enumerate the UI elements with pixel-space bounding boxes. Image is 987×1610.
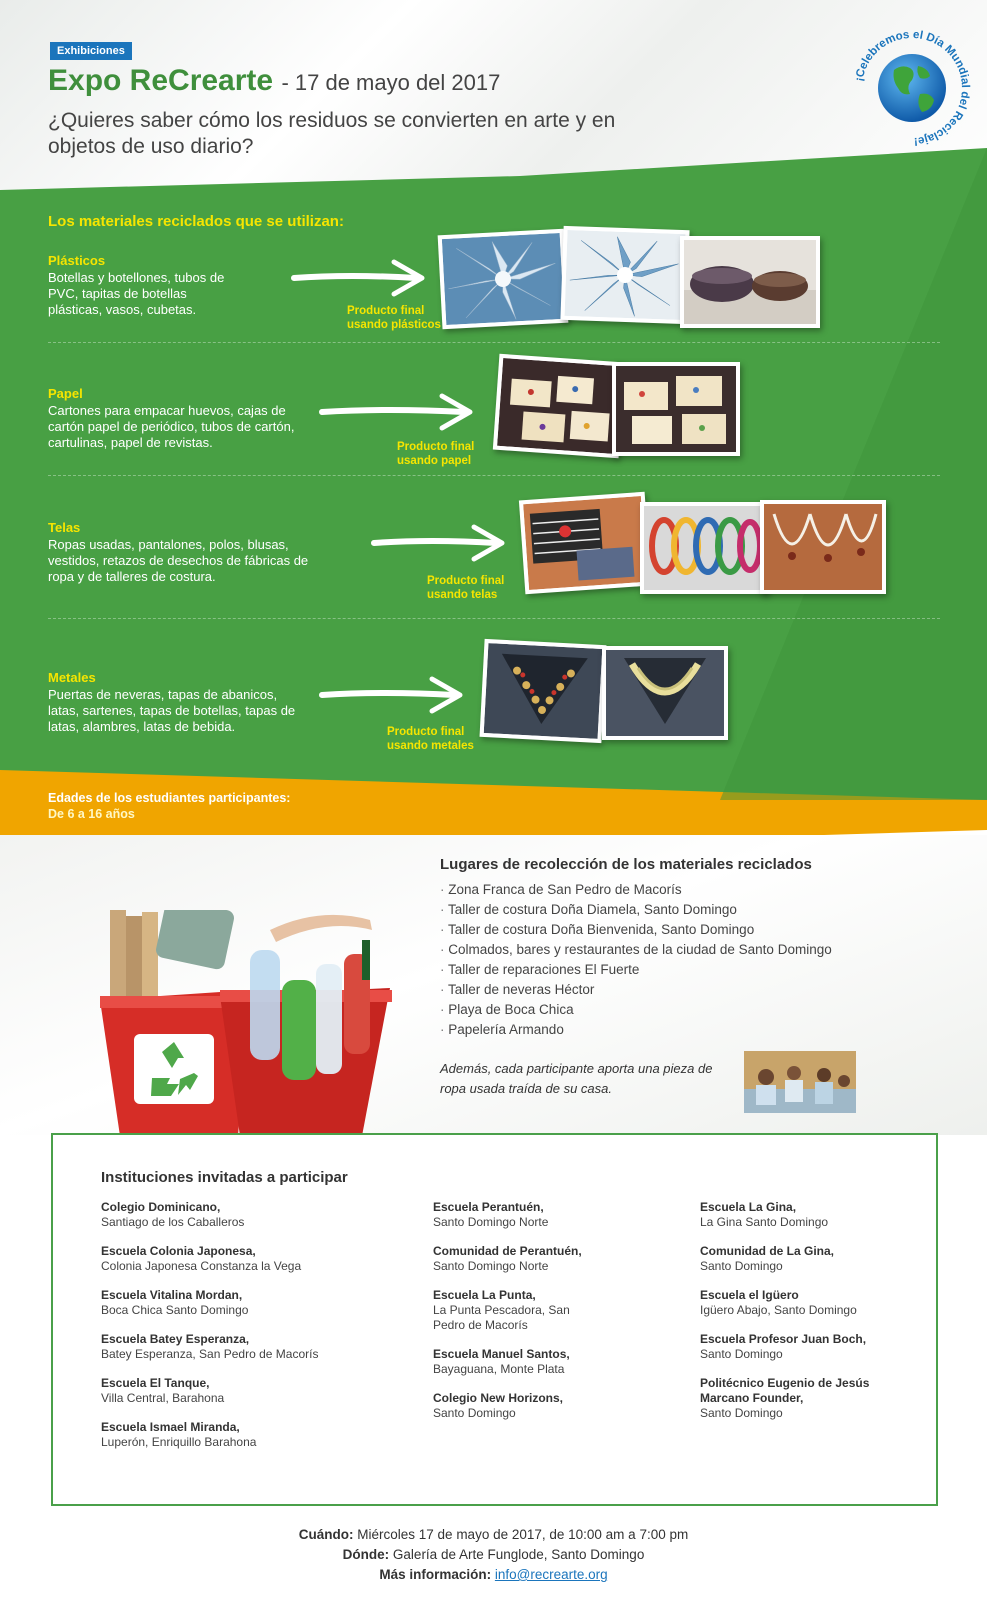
product-label: Producto final usando metales	[387, 726, 474, 752]
fabric-necklaces-image	[764, 504, 882, 590]
list-item: · Papelería Armando	[440, 1020, 832, 1040]
student-ages	[48, 790, 308, 822]
list-item: Escuela Batey Esperanza, Batey Esperanza, San Pedro de Macorís	[101, 1332, 319, 1361]
woven-bowls-image	[684, 240, 816, 324]
fabric-bags-image	[523, 496, 647, 590]
category-badge: Exhibiciones	[50, 42, 132, 60]
list-item: Escuela el Igüero Igüero Abajo, Santo Domingo	[700, 1288, 857, 1317]
list-item: Escuela Profesor Juan Boch, Santo Domingo	[700, 1332, 867, 1361]
list-item: Escuela Perantuén, Santo Domingo Norte	[433, 1200, 549, 1229]
material-description: Puertas de neveras, tapas de abanicos, latas, sartenes, tapas de botellas, tapas de latas, alambres, latas de bebida.	[48, 687, 296, 734]
ages-value: De 6 a 16 años	[48, 807, 135, 821]
material-title: Plásticos	[48, 253, 106, 268]
list-item: Escuela Ismael Miranda, Luperón, Enriquillo Barahona	[101, 1420, 257, 1449]
product-photo	[760, 500, 886, 594]
title-text: Expo ReCrearte	[48, 64, 274, 97]
list-item: Escuela La Punta, La Punta Pescadora, San Pedro de Macorís	[433, 1288, 570, 1332]
product-photo	[602, 646, 728, 740]
material-title: Papel	[48, 386, 83, 401]
list-item: · Zona Franca de San Pedro de Macorís	[440, 880, 832, 900]
section-divider	[48, 475, 940, 476]
where-line	[0, 1545, 987, 1565]
title-date: - 17 de mayo del 2017	[281, 70, 501, 95]
participant-note: Además, cada participante aporta una pieza de ropa usada traída de su casa.	[440, 1061, 713, 1096]
material-title: Telas	[48, 520, 81, 535]
material-papel	[48, 386, 308, 451]
list-item: · Colmados, bares y restaurantes de la ciudad de Santo Domingo	[440, 940, 832, 960]
material-description: Cartones para empacar huevos, cajas de cartón papel de periódico, tubos de cartón, cartulinas, papel de revistas.	[48, 403, 295, 450]
list-item: Comunidad de Perantuén, Santo Domingo Norte	[433, 1244, 582, 1273]
material-description: Botellas y botellones, tubos de PVC, tapitas de botellas plásticas, vasos, cubetas.	[48, 270, 225, 317]
list-item: Escuela Colonia Japonesa, Colonia Japonesa Constanza la Vega	[101, 1244, 302, 1273]
list-item: Escuela Manuel Santos, Bayaguana, Monte Plata	[433, 1347, 570, 1376]
where-value: Galería de Arte Funglode, Santo Domingo	[392, 1547, 645, 1562]
section-divider	[48, 618, 940, 619]
plastic-flower-image	[565, 230, 686, 320]
list-item: Escuela El Tanque, Villa Central, Barahona	[101, 1376, 225, 1405]
when-value: Miércoles 17 de mayo de 2017, de 10:00 am a 7:00 pm	[357, 1527, 689, 1542]
product-photo	[480, 639, 607, 743]
list-item: Colegio Dominicano, Santiago de los Caballeros	[101, 1200, 245, 1229]
product-photo	[493, 354, 625, 459]
product-label: Producto final usando plásticos	[347, 305, 441, 331]
plastic-flower-image	[442, 233, 564, 325]
product-label: Producto final usando telas	[427, 575, 505, 601]
where-label: Dónde:	[342, 1547, 390, 1562]
institutions-column	[700, 1200, 920, 1435]
material-metales	[48, 670, 308, 735]
info-line	[0, 1565, 987, 1585]
material-description: Ropas usadas, pantalones, polos, blusas, vestidos, retazos de desechos de fábricas de ropa y de talleres de costura.	[48, 537, 309, 584]
arrow-right-icon	[318, 392, 478, 432]
list-item: · Taller de costura Doña Bienvenida, Santo Domingo	[440, 920, 832, 940]
product-photo	[640, 502, 768, 594]
info-email-link[interactable]: info@recrearte.org	[494, 1567, 608, 1582]
institutions-column	[101, 1200, 401, 1464]
list-item: Escuela La Gina, La Gina Santo Domingo	[700, 1200, 829, 1229]
page-subtitle: ¿Quieres saber cómo los residuos se convierten en arte y en objetos de uso diario?	[48, 109, 616, 158]
arrow-right-icon	[370, 523, 510, 563]
list-item: Escuela Vitalina Mordan, Boca Chica Santo Domingo	[101, 1288, 249, 1317]
product-photo	[612, 362, 740, 456]
list-item: Colegio New Horizons, Santo Domingo	[433, 1391, 564, 1420]
product-photo	[438, 229, 569, 329]
paper-crafts-image	[616, 366, 736, 452]
when-line	[0, 1525, 987, 1545]
material-telas	[48, 520, 318, 585]
recycling-bins-illustration	[100, 910, 400, 1136]
list-item: Politécnico Eugenio de Jesús Marcano Founder, Santo Domingo	[700, 1376, 870, 1420]
product-photo	[680, 236, 820, 328]
section-divider	[48, 342, 940, 343]
arrow-right-icon	[290, 258, 430, 298]
institutions-column	[433, 1200, 593, 1435]
list-item: · Taller de costura Doña Diamela, Santo Domingo	[440, 900, 832, 920]
celebrate-text: ¡Celebremos el Día Mundial del Reciclaje!	[853, 28, 972, 147]
students-photo	[744, 1051, 856, 1113]
list-item: · Taller de neveras Héctor	[440, 980, 832, 1000]
ages-label: Edades de los estudiantes participantes:	[48, 791, 291, 805]
list-item: · Taller de reparaciones El Fuerte	[440, 960, 832, 980]
product-photo	[519, 492, 651, 595]
metal-necklace-image	[606, 650, 724, 736]
material-title: Metales	[48, 670, 96, 685]
paper-crafts-image	[497, 358, 621, 454]
material-plasticos	[48, 253, 238, 318]
list-item: Comunidad de La Gina, Santo Domingo	[700, 1244, 835, 1273]
collection-places-title: Lugares de recolección de los materiales reciclados	[440, 856, 812, 873]
collection-places-list	[440, 880, 832, 1040]
arrow-right-icon	[318, 675, 468, 715]
institutions-title: Instituciones invitadas a participar	[101, 1169, 348, 1186]
product-label: Producto final usando papel	[397, 441, 475, 467]
info-label: Más información:	[379, 1567, 492, 1582]
fabric-bracelets-image	[644, 506, 764, 590]
list-item: · Playa de Boca Chica	[440, 1000, 832, 1020]
when-label: Cuándo:	[298, 1527, 354, 1542]
product-photo	[560, 226, 689, 324]
materials-title: Los materiales reciclados que se utilizan:	[48, 213, 344, 230]
metal-necklace-image	[484, 643, 603, 739]
event-details-footer	[0, 1525, 987, 1585]
